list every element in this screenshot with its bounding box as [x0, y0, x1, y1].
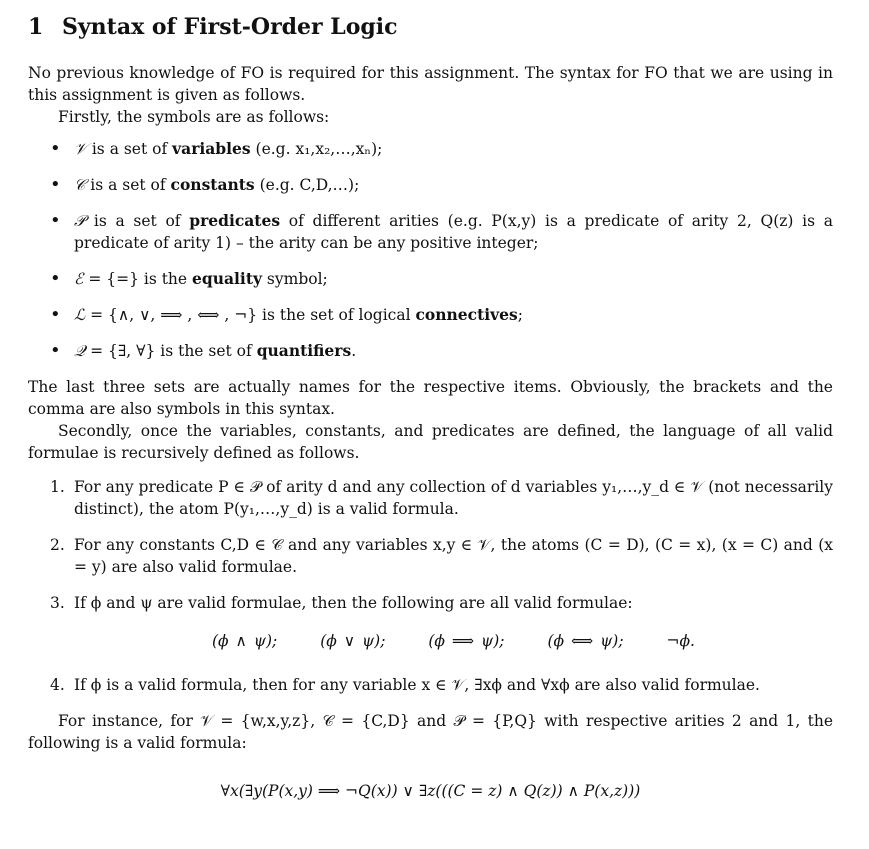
rule-list [28, 476, 833, 696]
formula-and: (ϕ ∧ ψ); [212, 632, 278, 650]
symbol-item-variables: • 𝒱 is a set of variables (e.g. x₁,x₂,…,xₙ); [50, 138, 833, 160]
rule-item: 2. For any constants C,D ∈ 𝒞 and any variables x,y ∈ 𝒱, the atoms (C = D), (C = x), (x = C) and (x = y) are also valid formulae. [50, 536, 833, 576]
rule3-formulas [74, 630, 833, 652]
example-formula: ∀x(∃y(P(x,y) ⟹ ¬Q(x)) ∨ ∃z(((C = z) ∧ Q(z)) ∧ P(x,z))) [220, 782, 641, 800]
symbol-item-predicates: • 𝒫 is a set of predicates of different arities (e.g. P(x,y) is a predicate of arity 2, Q(z) is a predicate of arity 1) – the arity can be any positive integer; [50, 210, 833, 254]
formula-implies: (ϕ ⟹ ψ); [428, 632, 505, 650]
symbol-item-quantifiers: • 𝒬 = {∃, ∀} is the set of quantifiers. [50, 340, 833, 362]
rule-item: 1. For any predicate P ∈ 𝒫 of arity d and any collection of d variables y₁,…,y_d ∈ 𝒱 (not necessarily distinct), the atom P(y₁,…,y_d) is a valid formula. [50, 478, 833, 518]
formula-iff: (ϕ ⟺ ψ); [547, 632, 624, 650]
formulae-intro-paragraph: Secondly, once the variables, constants, and predicates are defined, the language of all valid formulae is recursively defined as follows. [28, 422, 833, 462]
section-number: 1 [28, 14, 44, 40]
rule-item: 3. If ϕ and ψ are valid formulae, then the following are all valid formulae: (ϕ ∧ ψ); (ϕ ∨ ψ); (ϕ ⟹ ψ); (ϕ ⟺ ψ); ¬ϕ. [50, 592, 833, 652]
symbols-intro: Firstly, the symbols are as follows: [58, 108, 330, 126]
section-title: Syntax of First-Order Logic [62, 14, 398, 40]
section-heading [28, 12, 833, 42]
symbol-item-constants: • 𝒞 is a set of constants (e.g. C,D,…); [50, 174, 833, 196]
intro-paragraph: No previous knowledge of FO is required for this assignment. The syntax for FO that we are using in this assignment is given as follows. [28, 64, 833, 104]
formula-not: ¬ϕ. [666, 632, 695, 650]
symbol-list [28, 138, 833, 362]
rule-item: 4. If ϕ is a valid formula, then for any variable x ∈ 𝒱, ∃xϕ and ∀xϕ are also valid formulae. [50, 676, 760, 694]
symbol-item-equality: • ℰ = {=} is the equality symbol; [50, 268, 833, 290]
document-page [28, 12, 833, 802]
symbol-item-connectives: • ℒ = {∧, ∨, ⟹ , ⟺ , ¬} is the set of logical connectives; [50, 304, 833, 326]
formula-or: (ϕ ∨ ψ); [320, 632, 386, 650]
example-intro: For instance, for 𝒱 = {w,x,y,z}, 𝒞 = {C,D} and 𝒫 = {P,Q} with respective arities 2 and 1, the following is a valid formula: [28, 712, 833, 752]
after-symbols-paragraph: The last three sets are actually names for the respective items. Obviously, the brackets and the comma are also symbols in this syntax. [28, 378, 833, 418]
